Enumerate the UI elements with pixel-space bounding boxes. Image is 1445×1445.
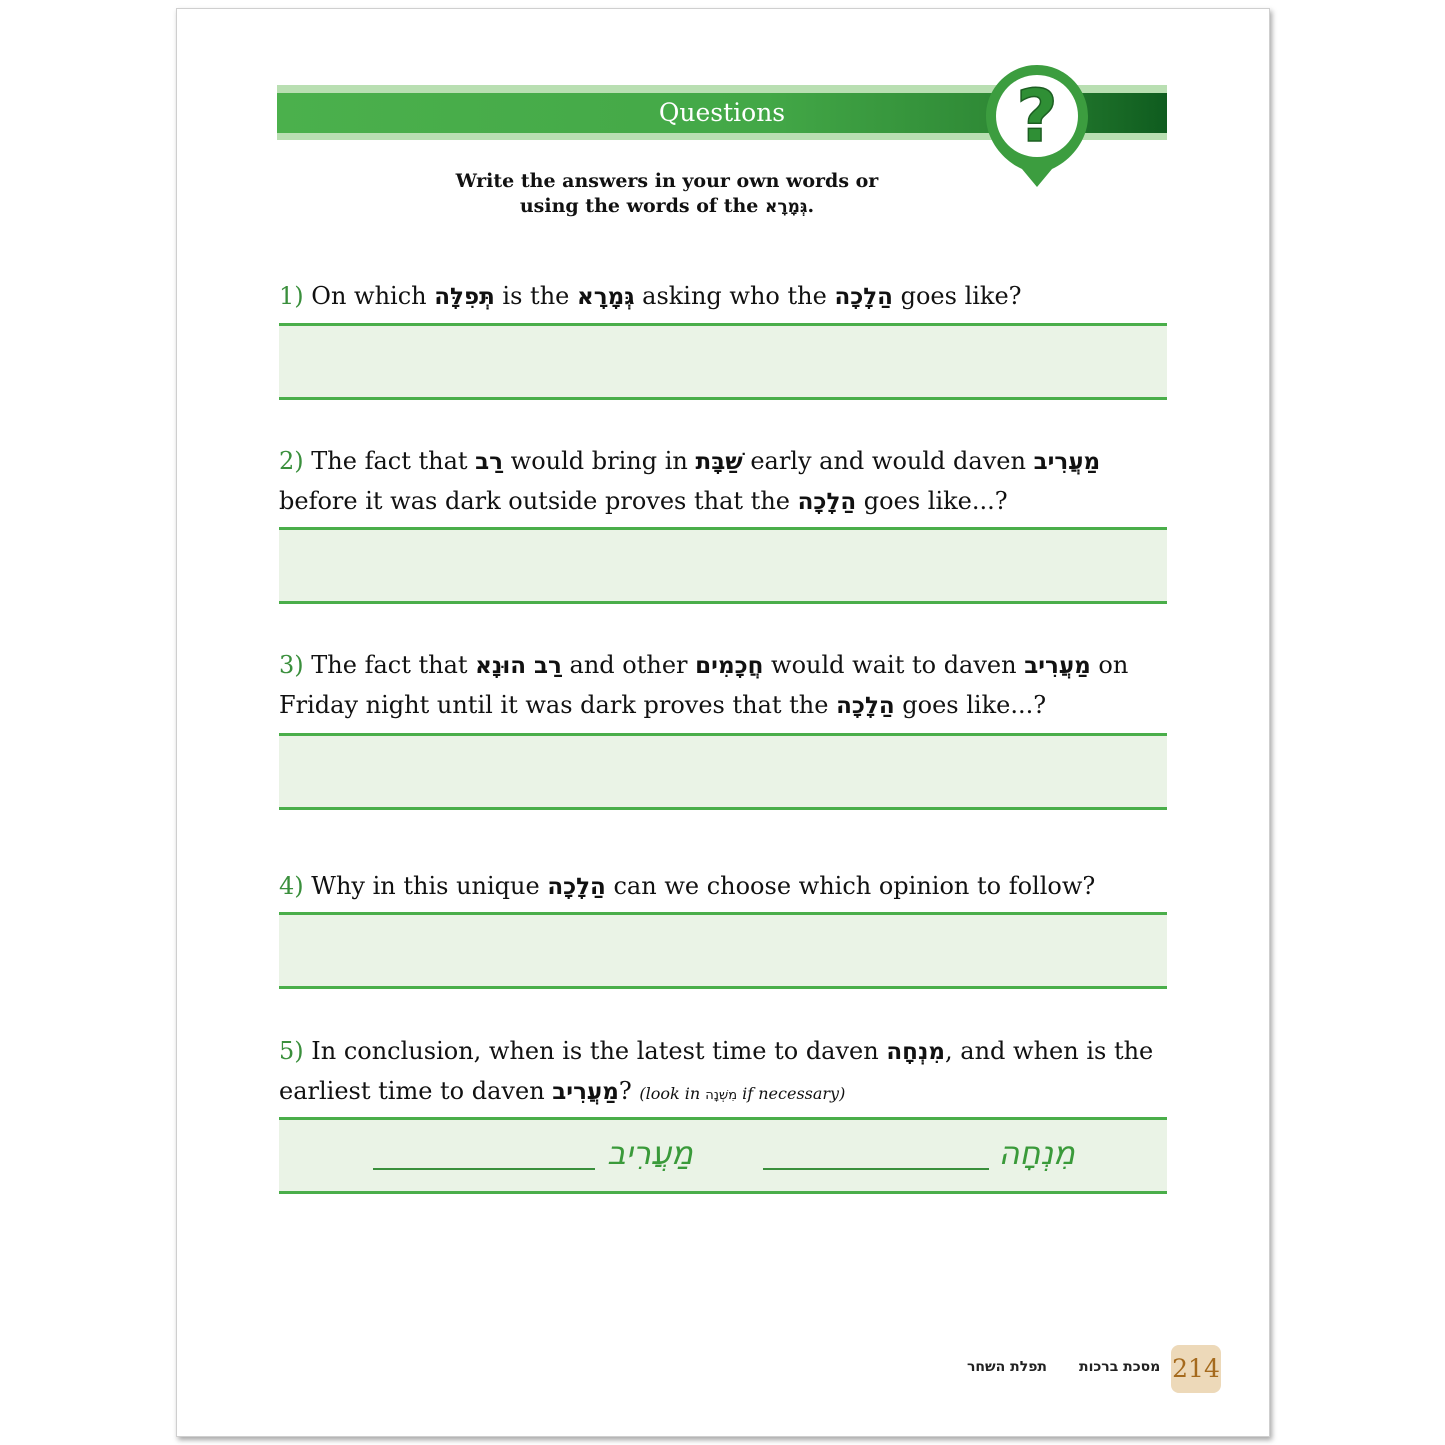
question-number: 3): [279, 651, 304, 679]
question-text: can we choose which opinion to follow?: [605, 872, 1096, 900]
instructions-hebrew-word: גְּמָרָא: [765, 197, 808, 217]
question-text: goes like...?: [894, 691, 1047, 719]
question-text: early and would daven: [742, 447, 1034, 475]
mincha-blank-line: [763, 1168, 989, 1170]
instructions-period: .: [807, 195, 815, 217]
hebrew-term: גְּמָרָא: [576, 284, 635, 310]
footer-section-1: מסכת ברכות: [1079, 1359, 1161, 1375]
question-text: ?: [618, 1077, 640, 1105]
mincha-label: מִנְחָה: [998, 1134, 1075, 1172]
hebrew-term: רַב הוּנָא: [475, 653, 562, 679]
hebrew-term: מִנְחָה: [886, 1039, 946, 1065]
mincha-fill-blank[interactable]: [763, 1136, 1083, 1176]
question-mark-icon: [982, 61, 1092, 189]
question-3: [279, 646, 1169, 726]
question-text: on Friday night until it was dark proves that the: [279, 651, 1129, 719]
worksheet-page: [176, 8, 1270, 1437]
answer-box-5: [279, 1117, 1167, 1194]
footer-section-2: תפלת השחר: [967, 1359, 1047, 1375]
hebrew-term: מַעֲרִיב: [1024, 653, 1091, 679]
question-text: , and when is the earliest time to daven: [279, 1037, 1154, 1105]
question-text: The fact that: [303, 447, 476, 475]
question-text: On which: [303, 282, 435, 310]
answer-box-4[interactable]: [279, 912, 1167, 989]
question-number: 1): [279, 282, 304, 310]
hebrew-term: הַלָכָה: [797, 489, 857, 515]
instructions-line-2: [427, 194, 907, 220]
instructions-line-1: Write the answers in your own words or: [455, 170, 879, 192]
question-text: and other: [561, 651, 696, 679]
question-text: would bring in: [503, 447, 696, 475]
page-number: 214: [1171, 1345, 1221, 1393]
hebrew-term: הַלָכָה: [834, 284, 893, 310]
hint-note: [639, 1084, 845, 1103]
hebrew-term: תְּפִלָּה: [434, 284, 495, 310]
question-text: In conclusion, when is the latest time to daven: [303, 1037, 887, 1065]
question-1: [279, 277, 1169, 317]
answer-box-2[interactable]: [279, 527, 1167, 604]
maariv-fill-blank[interactable]: [373, 1136, 703, 1176]
question-text: before it was dark outside proves that the: [279, 487, 798, 515]
question-number: 5): [279, 1037, 304, 1065]
answer-box-1[interactable]: [279, 323, 1167, 400]
question-mark-glyph: ?: [1016, 74, 1058, 158]
question-text: would wait to daven: [763, 651, 1025, 679]
hebrew-term: הַלָכָה: [836, 693, 895, 719]
question-text: is the: [494, 282, 577, 310]
hint-text: (look in: [639, 1084, 706, 1103]
question-4: [279, 867, 1169, 907]
hebrew-term: מַעֲרִיב: [1033, 449, 1101, 475]
instructions: [427, 169, 907, 220]
hint-text: if necessary): [737, 1084, 846, 1103]
hebrew-term: חֲכָמִים: [695, 653, 764, 679]
hebrew-term: מַעֲרִיב: [552, 1079, 619, 1105]
hebrew-term: רַב: [475, 449, 504, 475]
question-5: [279, 1032, 1169, 1115]
question-number: 4): [279, 872, 304, 900]
hint-hebrew-term: מִשְׁנָה: [705, 1088, 738, 1103]
question-text: goes like...?: [856, 487, 1008, 515]
banner-title: Questions: [658, 98, 786, 127]
question-text: asking who the: [634, 282, 835, 310]
question-text: goes like?: [892, 282, 1022, 310]
maariv-blank-line: [373, 1168, 595, 1170]
answer-box-3[interactable]: [279, 733, 1167, 810]
hebrew-term: שַׁבָּת: [695, 449, 743, 475]
instructions-line-2-text: using the words of the: [519, 195, 765, 217]
question-2: [279, 442, 1169, 522]
question-text: The fact that: [303, 651, 476, 679]
hebrew-term: הַלָכָה: [547, 874, 606, 900]
question-text: Why in this unique: [303, 872, 548, 900]
question-number: 2): [279, 447, 304, 475]
maariv-label: מַעֲרִיב: [607, 1134, 693, 1172]
